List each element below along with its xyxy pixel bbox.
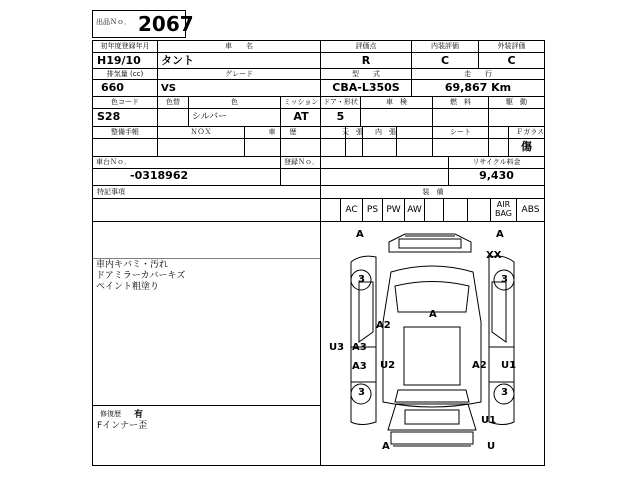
- note-line-2: ドアミラーカバーキズ: [96, 271, 186, 281]
- mileage-value: 69,867 Km: [444, 81, 512, 94]
- damage-mark: 3: [358, 387, 365, 398]
- chassis-label: 車台Ｎｏ．: [96, 158, 131, 166]
- fuel-label: 燃 料: [450, 98, 471, 106]
- model-value: CBA-L350S: [332, 81, 400, 94]
- recycle-value: 9,430: [479, 169, 514, 182]
- manual-label: 整備手帳: [111, 128, 139, 136]
- history-label: 車 歴: [268, 128, 297, 136]
- damage-mark: A: [429, 309, 437, 320]
- damage-mark: 3: [501, 387, 508, 398]
- score-value: R: [361, 54, 371, 67]
- equipment-pw: PW: [386, 205, 401, 215]
- damage-mark: U2: [380, 360, 396, 371]
- lot-number: 2067: [138, 12, 194, 36]
- interior-label: 内装評価: [431, 42, 459, 50]
- exterior-value: C: [507, 54, 516, 67]
- grade-value: VS: [161, 83, 176, 94]
- note-line-1: 車内キバミ・汚れ: [96, 260, 169, 270]
- car-name-value: タント: [161, 54, 194, 67]
- drive-label: 駆 動: [506, 98, 527, 106]
- damage-mark: A: [496, 229, 504, 240]
- equipment-ps: PS: [366, 205, 379, 215]
- inner-lining-label: 内 張: [375, 128, 396, 136]
- chassis-value: -0318962: [130, 169, 189, 182]
- damage-mark: XX: [486, 250, 502, 261]
- damage-mark: A3: [352, 342, 367, 353]
- repair-history-value: 有: [134, 410, 144, 420]
- mission-label: ミッション: [283, 98, 319, 106]
- repair-history-label: 修復歴: [100, 410, 121, 418]
- note-line-3: ペイント粗塗り: [96, 282, 160, 292]
- damage-mark: U1: [501, 360, 517, 371]
- recycle-label: リサイクル料金: [472, 158, 521, 166]
- exterior-label: 外装評価: [497, 42, 526, 50]
- door-value: 5: [336, 110, 345, 123]
- damage-mark: 3: [358, 274, 365, 285]
- score-label: 評価点: [355, 42, 377, 50]
- damage-mark: A2: [472, 360, 487, 371]
- repair-detail: Fインナー歪: [97, 421, 148, 431]
- car-name-label: 車 名: [225, 42, 253, 50]
- damage-mark: A: [382, 441, 390, 452]
- year-value: H19/10: [97, 54, 141, 67]
- color-value: シルバー: [192, 112, 228, 122]
- mileage-label: 走 行: [464, 70, 492, 78]
- damage-mark: A: [356, 229, 364, 240]
- door-label: ドア・形状: [323, 98, 358, 106]
- front-glass-label: Ｆガラス: [516, 128, 544, 136]
- equipment-label: 装 備: [422, 188, 444, 196]
- year-label: 初年度登録年月: [100, 42, 150, 50]
- seat-label: シート: [450, 128, 471, 136]
- damage-mark: U: [487, 441, 496, 452]
- damage-mark: U1: [481, 415, 497, 426]
- equipment-abs: ABS: [521, 205, 540, 215]
- displacement-value: 660: [101, 81, 124, 94]
- roof-lining-label: 天 張: [342, 128, 363, 136]
- equipment-ac: AC: [345, 205, 358, 215]
- damage-mark: A3: [352, 361, 367, 372]
- inspection-label: 車 検: [386, 98, 407, 106]
- damage-mark: A2: [376, 320, 391, 331]
- displacement-label: 排気量 (cc): [106, 70, 144, 78]
- notes-label: 特記事項: [97, 188, 125, 196]
- model-label: 型 式: [352, 70, 380, 78]
- interior-value: C: [440, 54, 450, 67]
- registration-label: 登録Ｎｏ．: [284, 158, 319, 166]
- equipment-airbag-1: AIR: [496, 200, 511, 209]
- mission-value: AT: [293, 110, 309, 123]
- nox-label: ＮＯＸ: [190, 128, 212, 136]
- damage-mark: 3: [501, 274, 508, 285]
- equipment-airbag-2: BAG: [494, 209, 513, 218]
- color-code-value: S28: [97, 110, 121, 123]
- color-change-label: 色替: [166, 98, 180, 106]
- lot-label: 出品Ｎｏ．: [96, 18, 131, 26]
- grade-label: グレード: [225, 70, 253, 78]
- front-glass-value: 傷: [521, 140, 532, 153]
- color-code-label: 色コード: [111, 98, 139, 106]
- equipment-aw: AW: [407, 205, 422, 215]
- damage-mark: U3: [329, 342, 345, 353]
- color-label: 色: [231, 98, 238, 106]
